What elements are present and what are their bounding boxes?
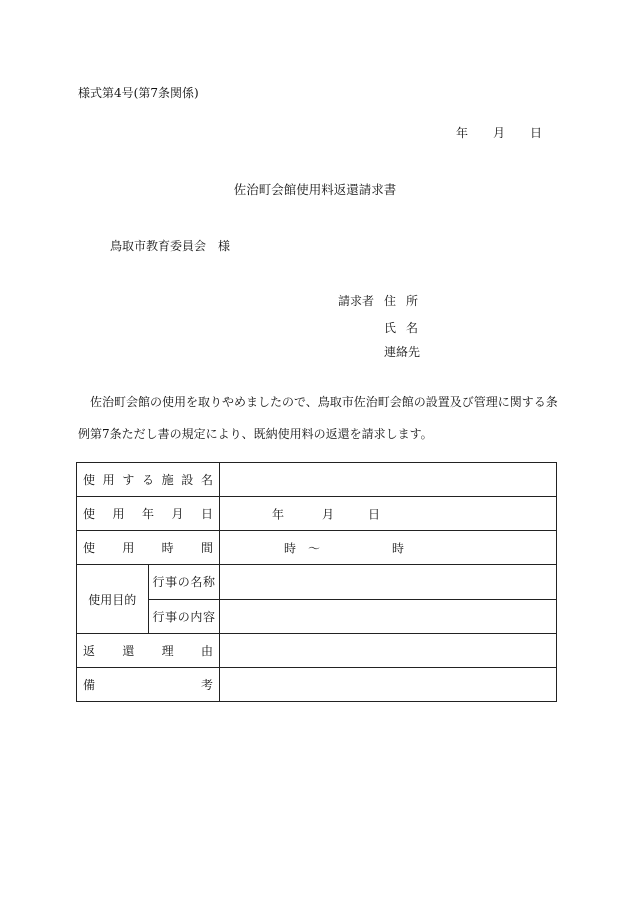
requester-address-label: 住所	[384, 294, 429, 308]
label-char: 理	[161, 643, 174, 658]
addressee: 鳥取市教育委員会 様	[110, 239, 231, 253]
label-char: の	[177, 575, 190, 590]
usage-time-from: 時 ～	[284, 541, 321, 556]
facility-value-cell[interactable]	[220, 463, 557, 497]
label-char: 月	[171, 507, 184, 522]
requester-contact-label: 連絡先	[384, 345, 421, 359]
usage-time-to: 時	[392, 541, 405, 556]
label-char: 行	[152, 609, 165, 624]
label-char: 名	[190, 575, 203, 590]
label-char: 内	[190, 609, 203, 624]
label-char: 用	[112, 507, 125, 522]
label-char: 備	[83, 677, 96, 692]
event-content-value-cell[interactable]	[220, 599, 557, 633]
label-char: 年	[141, 507, 154, 522]
date-month-label: 月	[493, 126, 506, 140]
label-char: 設	[181, 473, 194, 488]
label-char: 間	[200, 541, 213, 556]
refund-reason-label	[77, 633, 220, 667]
usage-date-year: 年	[272, 507, 285, 522]
label-char: 用	[102, 473, 115, 488]
table-row	[77, 565, 557, 599]
event-name-label	[148, 565, 220, 599]
label-char: 事	[165, 575, 178, 590]
label-char: る	[141, 473, 154, 488]
label-char: 由	[200, 643, 213, 658]
remarks-value-cell[interactable]	[220, 667, 557, 701]
usage-date-label	[77, 497, 220, 531]
table-row	[77, 463, 557, 497]
usage-time-label	[77, 531, 220, 565]
label-char: 名	[200, 473, 213, 488]
label-char: 称	[202, 575, 215, 590]
application-table	[76, 462, 557, 702]
requester-name-label: 氏名	[384, 321, 429, 335]
label-char: 考	[200, 677, 213, 692]
usage-time-value-cell[interactable]	[220, 531, 557, 565]
document-title: 佐治町会館使用料返還請求書	[233, 182, 397, 197]
table-row	[77, 633, 557, 667]
label-char: 行	[152, 575, 165, 590]
label-char: 使	[83, 507, 96, 522]
label-char: 用	[122, 541, 135, 556]
table-row	[77, 497, 557, 531]
table-row	[77, 667, 557, 701]
label-char: 容	[202, 609, 215, 624]
label-char: 使	[83, 541, 96, 556]
label-char: 使	[83, 473, 96, 488]
date-day-label: 日	[530, 126, 543, 140]
refund-reason-value-cell[interactable]	[220, 633, 557, 667]
event-name-value-cell[interactable]	[220, 565, 557, 599]
label-char: 還	[122, 643, 135, 658]
usage-date-value-cell[interactable]	[220, 497, 557, 531]
purpose-label: 使用目的	[77, 565, 149, 633]
label-char: 返	[83, 643, 96, 658]
requester-label: 請求者	[338, 294, 375, 308]
label-char: 事	[165, 609, 178, 624]
label-char: の	[177, 609, 190, 624]
date-year-label: 年	[456, 126, 469, 140]
label-char: す	[122, 473, 135, 488]
table-row	[77, 531, 557, 565]
remarks-label	[77, 667, 220, 701]
event-content-label	[148, 599, 220, 633]
request-statement: 佐治町会館の使用を取りやめましたので、鳥取市佐治町会館の設置及び管理に関する条例第7条ただし書の規定により、既納使用料の返還を請求します。	[78, 395, 558, 441]
form-number: 様式第4号(第7条関係)	[78, 86, 199, 100]
usage-date-day: 日	[368, 507, 381, 522]
label-char: 施	[161, 473, 174, 488]
label-char: 日	[200, 507, 213, 522]
facility-label	[77, 463, 220, 497]
usage-date-month: 月	[322, 507, 335, 522]
table-row	[77, 599, 557, 633]
label-char: 時	[161, 541, 174, 556]
